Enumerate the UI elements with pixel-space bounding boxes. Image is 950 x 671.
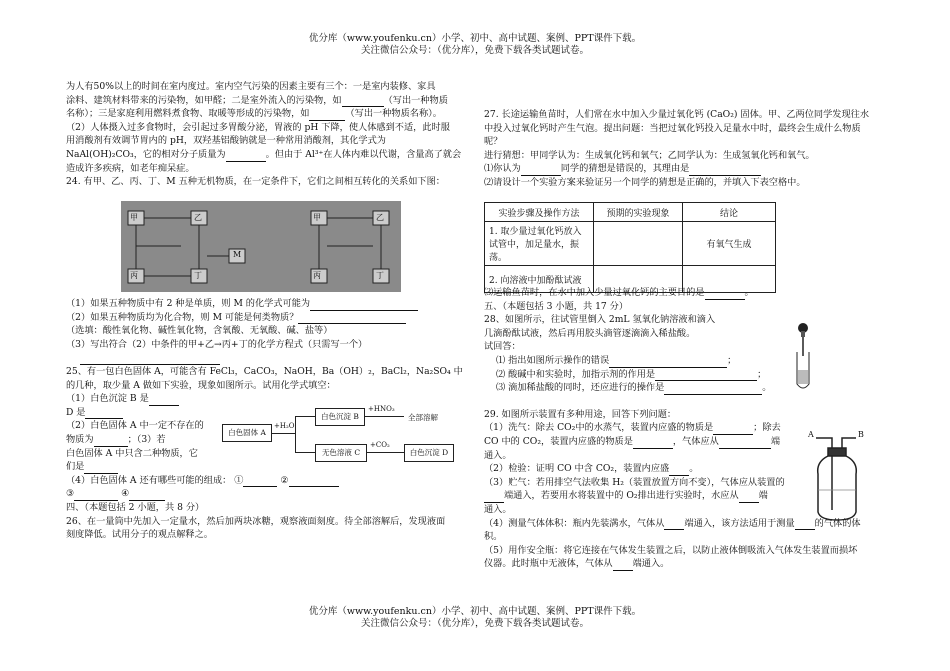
text-line: 物质为 xyxy=(66,433,94,445)
question-24: 24. 有甲、乙、丙、丁、M 五种无机物质，在一定条件下，它们之间相互转化的关系如下图： xyxy=(66,176,445,188)
text-line: （1）白色沉淀 B 是 xyxy=(66,393,149,405)
text-line: （2）人体摄入过多食物时，会引起过多胃酸分泌，胃液的 pH 下降，使人体感到不适，此时服 xyxy=(66,121,450,133)
label-h2o: +H₂O xyxy=(274,422,295,430)
gas-bottle-illustration xyxy=(806,430,870,525)
text-line: ⑴ 指出如图所示操作的错误 xyxy=(496,354,610,366)
text-line: （1）如果五种物质中有 2 种是单质，则 M 的化学式可能为 xyxy=(66,298,311,309)
text-line: ③ xyxy=(66,488,75,500)
text-line: 通入。 xyxy=(484,449,512,461)
header-line-1: 优分库（www.youfenku.cn）小学、初中、高中试题、案例、PPT课件下载。 xyxy=(308,33,642,44)
answer-blank[interactable] xyxy=(94,436,128,447)
label-ding: 丁 xyxy=(194,271,202,280)
box-precipitate-b: 白色沉淀 B xyxy=(315,408,365,426)
question-29: 29. 如图所示装置有多种用途，回答下列问题： xyxy=(484,408,677,420)
text-line: 端通入。 xyxy=(632,558,670,570)
right-column-lower: ⑶运输鱼苗时，在水中加入少量过氧化钙的主要目的是 。 五、（本题包括 3 小题，共 17 分） 28、如图所示，往试管里倒入 2mL 氢氧化钠溶液和滴入 几滴酚酞试液，然后再用胶头滴管逐滴滴入稀盐酸。 试回答： ⑴ 指出如图所示操作的错误 ； ⑵ 酸碱中和实验时，加指示剂的作用是 ； ⑶ 滴加稀盐酸的同时，还应进行的操作是 。 29. 如图所示装置有多种用途，回答下列问题： （1）洗气：除去 CO₂中的水蒸气，装置内应盛的物质是 ；除去 CO 中的 CO₂，装置内应盛的物质是 ，气体应从 端 通入。 （2）检验：证明 CO 中含 CO₂，装置内应盛 。 （3）贮气：若用排空气法收集 H₂（装置放置方向不变），气体应从装置的 端通入，若要用水将装置中的 O₂排出进行实验时，水应从 端 通入。 （4）测量气体体积：瓶内先装满水，气体从 端通入，该方法适用于测量 的气体的体 积。 （5）用作安全瓶：将它连接在气体发生装置之后，以防止液体倒吸流入气体发生装置而损坏 仪器。此时瓶中无液体，气体从 端通入。 xyxy=(484,286,884,571)
box-solid-a: 白色固体 A xyxy=(222,424,272,442)
label-jia-2: 甲 xyxy=(313,213,321,222)
text-line: 的气体的体 xyxy=(814,517,861,529)
text-line: 造成许多疾病，如老年痴呆症。 xyxy=(66,162,195,174)
answer-blank[interactable] xyxy=(664,519,684,530)
table-cell: 2. 向溶液中加酚酞试液 xyxy=(485,266,594,293)
answer-blank[interactable] xyxy=(309,110,345,121)
answer-blank[interactable] xyxy=(342,96,384,107)
text-line: 白色固体 A 中只含二种物质，它 xyxy=(66,447,198,459)
label-hno3: +HNO₃ xyxy=(368,405,395,413)
table-header-row xyxy=(485,203,776,222)
answer-blank[interactable] xyxy=(689,165,761,176)
answer-blank[interactable] xyxy=(613,560,633,571)
text-line: CO 中的 CO₂，装置内应盛的物质是 xyxy=(484,435,633,447)
page-header xyxy=(0,33,950,57)
text-line: 同学的猜想是错误的，其理由是 xyxy=(560,163,690,175)
text-line: D 是 xyxy=(66,406,86,418)
page-footer xyxy=(0,606,950,630)
text-line: 刻度降低。试用分子的观点解释之。 xyxy=(66,529,213,541)
text-line: ⑴你认为 xyxy=(484,163,521,175)
label-b: B xyxy=(858,430,864,439)
text-line: （4）测量气体体积：瓶内先装满水，气体从 xyxy=(484,517,665,529)
text-line: （2）白色固体 A 中一定不存在的 xyxy=(66,420,204,432)
table-cell: 1. 取少量过氧化钙放入试管中，加足量水，振荡。 xyxy=(485,222,594,266)
text-line: 仪器。此时瓶中无液体，气体从 xyxy=(484,558,613,570)
question-28: 28、如图所示，往试管里倒入 2mL 氢氧化钠溶液和滴入 xyxy=(484,314,716,326)
label-ding-2: 丁 xyxy=(376,271,384,280)
answer-blank[interactable] xyxy=(705,289,745,300)
answer-blank[interactable] xyxy=(310,300,418,311)
test-tube-illustration xyxy=(790,322,820,392)
answer-blank[interactable] xyxy=(664,384,762,395)
text-line: 的几种，取少量 A 做如下实验，现象如图所示。试用化学式填空： xyxy=(66,379,336,391)
text-line: 试回答： xyxy=(484,341,521,353)
table-row xyxy=(485,222,776,266)
text-line: 端通入，若要用水将装置中的 O₂排出进行实验时，水应从 xyxy=(504,490,739,502)
text-line: 几滴酚酞试液，然后再用胶头滴管逐滴滴入稀盐酸。 xyxy=(484,327,696,339)
answer-blank[interactable] xyxy=(149,395,179,406)
right-column xyxy=(484,108,884,190)
label-yi: 乙 xyxy=(194,213,202,222)
text-line: ⑵ 酸碱中和实验时，加指示剂的作用是 xyxy=(496,368,656,380)
table-cell-blank[interactable] xyxy=(594,222,683,266)
answer-blank[interactable] xyxy=(713,424,753,435)
text-line: 端通入，该方法适用于测量 xyxy=(684,517,795,529)
answer-blank[interactable] xyxy=(226,151,266,162)
text-line: ；（3）若 xyxy=(127,433,166,445)
text-line: ，气体应从 xyxy=(672,435,719,447)
answer-blank[interactable] xyxy=(85,408,123,419)
answer-blank[interactable] xyxy=(521,165,561,176)
text-line: （选填：酸性氧化物、碱性氧化物，含氧酸、无氧酸、碱、盐等） xyxy=(66,325,333,337)
label-a: A xyxy=(808,430,814,439)
label-bing: 丙 xyxy=(130,271,138,280)
label-co2: +CO₂ xyxy=(370,441,390,449)
table-header: 结论 xyxy=(683,203,776,222)
text-line: 积。 xyxy=(484,531,503,543)
text-line: （4）白色固体 A 还有哪些可能的组成： xyxy=(66,474,232,486)
answer-blank[interactable] xyxy=(739,492,759,503)
text-line: 涂料、建筑材料带来的污染物，如甲醛；二是室外流入的污染物，如 xyxy=(66,94,342,106)
answer-blank[interactable] xyxy=(655,370,757,381)
text-line: 们是 xyxy=(66,461,85,473)
answer-blank[interactable] xyxy=(669,465,689,476)
text-line: （3）写出符合（2）中条件的甲+乙→丙+丁的化学方程式（只需写一个） xyxy=(66,338,368,350)
text-line: 呢？ xyxy=(484,136,503,148)
answer-blank[interactable] xyxy=(80,354,220,365)
label-m: M xyxy=(233,250,242,259)
label-yi-2: 乙 xyxy=(376,213,384,222)
text-line: ⑶ 滴加稀盐酸的同时，还应进行的操作是 xyxy=(496,382,665,394)
text-line: （2）检验：证明 CO 中含 CO₂，装置内应盛 xyxy=(484,463,670,475)
text-line: （2）如果五种物质均为化合物，则 M 可能是何类物质？ xyxy=(66,311,299,323)
label-jia: 甲 xyxy=(130,213,138,222)
footer-line-1: 优分库（www.youfenku.cn）小学、初中、高中试题、案例、PPT课件下载。 xyxy=(308,606,642,617)
left-column xyxy=(66,80,470,189)
text-line: NaAl(OH)₂CO₃，它的相对分子质量为 xyxy=(66,148,226,160)
text-line: （5）用作安全瓶：将它连接在气体发生装置之后，以防止液体倒吸流入气体发生装置而损坏 xyxy=(484,544,858,556)
answer-blank[interactable] xyxy=(609,357,727,368)
answer-blank[interactable] xyxy=(84,463,118,474)
text-line: （写出一种物质名称）。 xyxy=(345,108,442,120)
table-cell: 有氧气生成 xyxy=(683,222,776,266)
answer-blank[interactable] xyxy=(719,438,771,449)
answer-blank[interactable] xyxy=(484,492,504,503)
question-27: 27. 长途运输鱼苗时，人们常在水中加入少量过氧化钙 (CaO₂) 固体。甲、乙两位同学发现往水 xyxy=(484,109,870,120)
text-line: 名称）；三是家庭利用燃料煮食物、取暖等形成的污染物，如 xyxy=(66,108,310,120)
label-bing-2: 丙 xyxy=(313,271,321,280)
text-line: 端 xyxy=(770,435,781,447)
footer-line-2: 关注微信公众号：（优分库），免费下载各类试题试卷。 xyxy=(360,618,589,629)
text-line: 。但由于 Al³⁺在人体内难以代谢，含量高了就会 xyxy=(265,148,462,160)
text-line: 用消酸剂有效调节胃内的 pH，双羟基铝酸钠就是一种常用消酸剂，其化学式为 xyxy=(66,135,386,147)
answer-blank[interactable] xyxy=(298,313,406,324)
text-line: ④ xyxy=(121,488,130,500)
text-line: 为人有50%以上的时间在室内度过。室内空气污染的因素主要有三个：一是室内装修、家具 xyxy=(66,81,436,92)
text-line: 进行猜想：甲同学认为：生成氧化钙和氧气；乙同学认为：生成氢氧化钙和氧气。 xyxy=(484,149,815,161)
table-header: 预期的实验现象 xyxy=(594,203,683,222)
section-4-heading: 四、（本题包括 2 小题，共 8 分） xyxy=(66,501,205,513)
answer-blank[interactable] xyxy=(74,490,118,501)
text-line: 端 xyxy=(758,490,768,502)
box-solution-c: 无色溶液 C xyxy=(315,444,367,462)
q25-flow-diagram xyxy=(222,404,472,470)
text-line: ⑵请设计一个实验方案来验证另一个同学的猜想是正确的，并填入下表空格中。 xyxy=(484,176,806,188)
answer-blank[interactable] xyxy=(289,476,339,487)
text-line: （1）洗气：除去 CO₂中的水蒸气，装置内应盛的物质是 xyxy=(484,422,714,434)
question-25: 25、有一包白色固体 A，可能含有 FeCl₃，CaCO₃，NaOH，Ba（OH）₂，BaCl₂，Na₂SO₄ 中 xyxy=(66,365,463,377)
text-line: ① xyxy=(234,474,244,486)
table-header: 实验步骤及操作方法 xyxy=(485,203,594,222)
text-line: ② xyxy=(280,474,289,486)
text-line: （写出一种物质 xyxy=(383,94,448,106)
text-line: ⑶运输鱼苗时，在水中加入少量过氧化钙的主要目的是 xyxy=(484,287,705,298)
answer-blank[interactable] xyxy=(129,490,165,501)
text-line: 通入。 xyxy=(484,503,512,515)
section-5-heading: 五、（本题包括 3 小题，共 17 分） xyxy=(484,300,629,312)
q24-diagram xyxy=(121,201,401,292)
text-line: （3）贮气：若用排空气法收集 H₂（装置放置方向不变），气体应从装置的 xyxy=(484,476,785,488)
label-dissolve: 全部溶解 xyxy=(408,413,438,422)
box-precipitate-d: 白色沉淀 D xyxy=(404,444,454,462)
text-line: ；除去 xyxy=(753,422,781,434)
text-line: 中投入过氧化钙时产生气泡。提出问题：当把过氧化钙投入足量水中时，最终会生成什么物质 xyxy=(484,122,861,134)
question-26: 26、在一量筒中先加入一定量水，然后加两块冰糖，观察液面刻度。待全部溶解后，发现液面 xyxy=(66,515,446,527)
answer-blank[interactable] xyxy=(633,438,673,449)
header-line-2: 关注微信公众号：（优分库），免费下载各类试题试卷。 xyxy=(360,45,589,56)
answer-blank[interactable] xyxy=(243,476,277,487)
experiment-table xyxy=(484,202,776,293)
